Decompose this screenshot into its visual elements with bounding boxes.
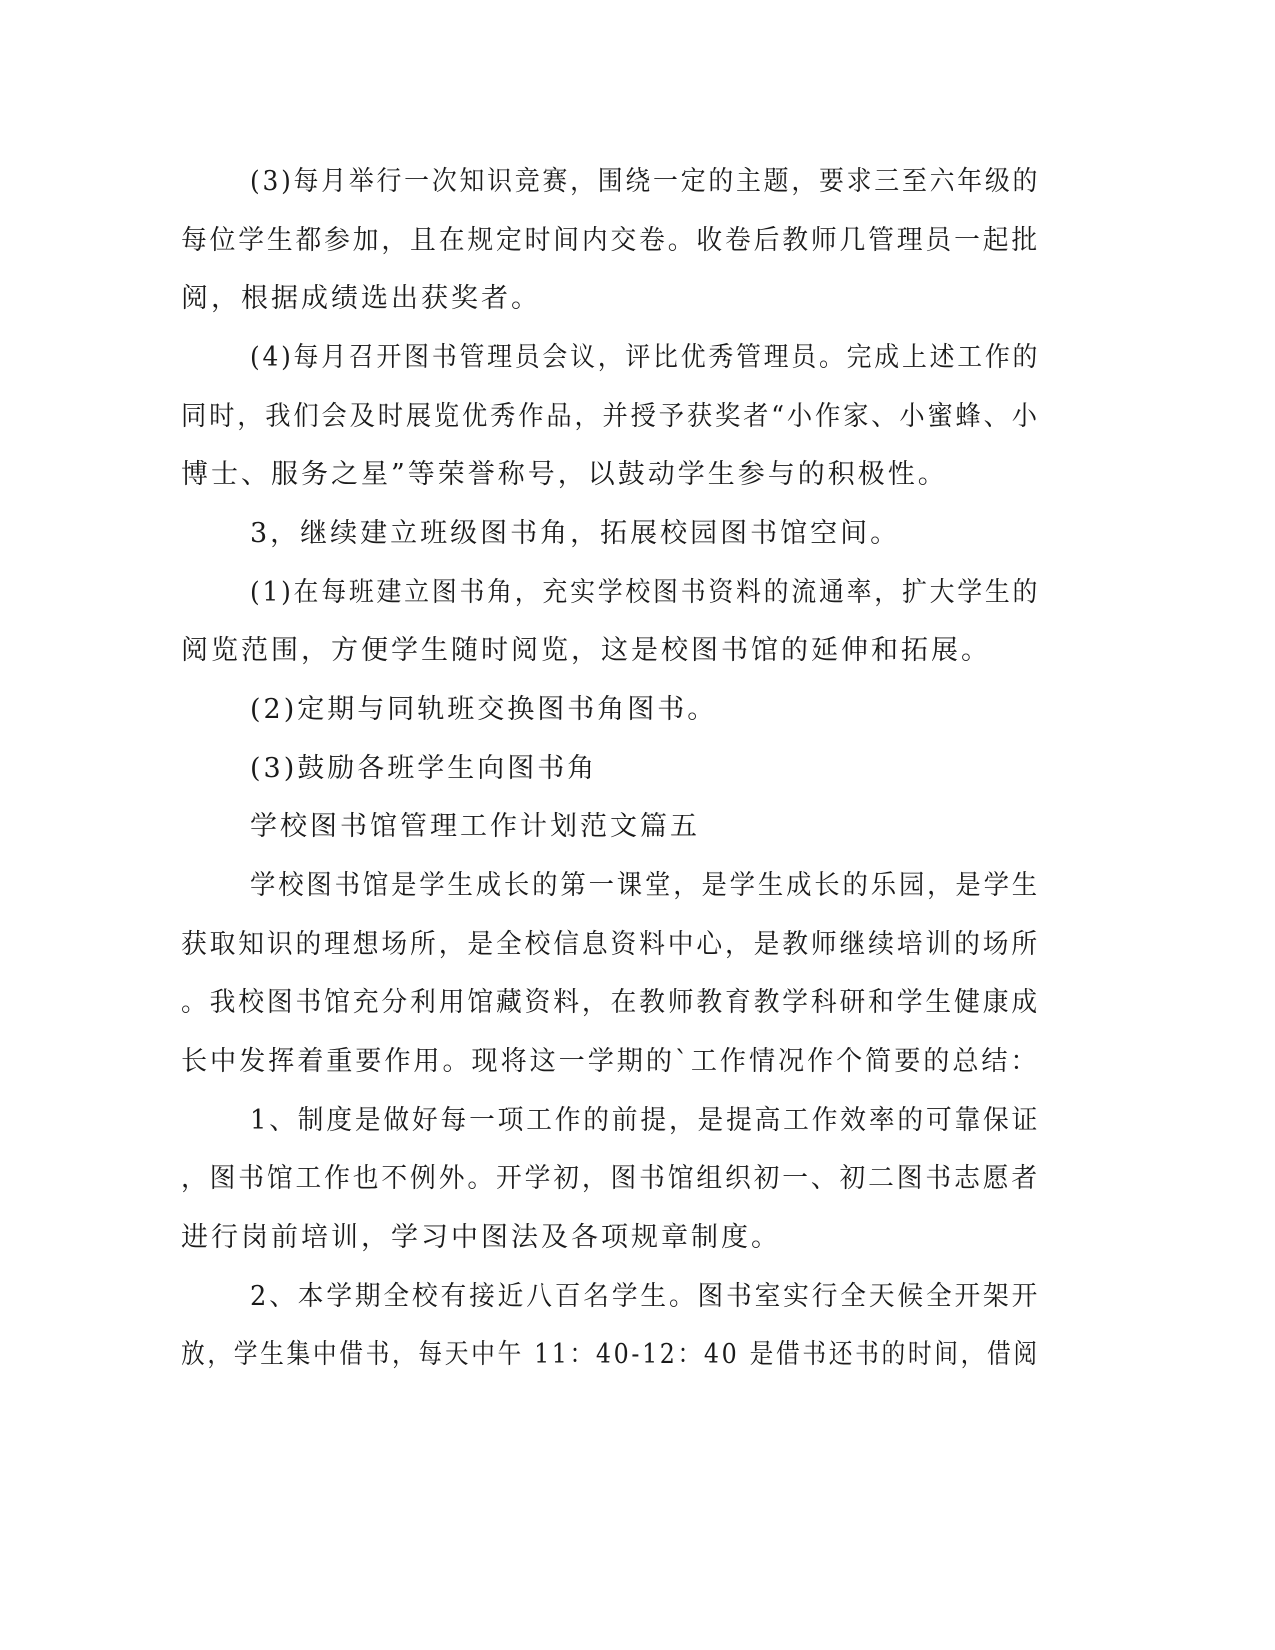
article-title: 学校图书馆管理工作计划范文篇五 (250, 811, 700, 842)
text-line: 。我校图书馆充分利用馆藏资料，在教师教育教学科研和学生健康成 (181, 987, 1040, 1018)
text-line: (3)鼓励各班学生向图书角 (250, 753, 598, 784)
text-line: 每位学生都参加，且在规定时间内交卷。收卷后教师几管理员一起批 (181, 225, 1040, 256)
text-line: 同时，我们会及时展览优秀作品，并授予获奖者“小作家、小蜜蜂、小 (181, 401, 1040, 432)
text-line: 2、本学期全校有接近八百名学生。图书室实行全天候全开架开 (250, 1281, 1041, 1312)
text-line: 1、制度是做好每一项工作的前提，是提高工作效率的可靠保证 (250, 1105, 1041, 1136)
text-line: 进行岗前培训，学习中图法及各项规章制度。 (181, 1222, 781, 1253)
text-line: (2)定期与同轨班交换图书角图书。 (250, 694, 718, 725)
text-line: 博士、服务之星”等荣誉称号，以鼓动学生参与的积极性。 (181, 459, 948, 490)
text-line: (3)每月举行一次知识竞赛，围绕一定的主题，要求三至六年级的 (250, 166, 1041, 197)
text-line: ，图书馆工作也不例外。开学初，图书馆组织初一、初二图书志愿者 (181, 1163, 1040, 1194)
text-line: 放，学生集中借书，每天中午 11：40-12：40 是借书还书的时间，借阅 (181, 1339, 1040, 1370)
section-heading: 3，继续建立班级图书角，拓展校园图书馆空间。 (250, 518, 901, 549)
text-line: 长中发挥着重要作用。现将这一学期的`工作情况作个简要的总结： (181, 1046, 1040, 1077)
text-line: 阅，根据成绩选出获奖者。 (181, 283, 541, 314)
text-line: 获取知识的理想场所，是全校信息资料中心，是教师继续培训的场所 (181, 929, 1040, 960)
text-line: 阅览范围，方便学生随时阅览，这是校图书馆的延伸和拓展。 (181, 635, 991, 666)
text-line: (4)每月召开图书管理员会议，评比优秀管理员。完成上述工作的 (250, 342, 1041, 373)
text-line: (1)在每班建立图书角，充实学校图书资料的流通率，扩大学生的 (250, 577, 1041, 608)
text-line: 学校图书馆是学生成长的第一课堂，是学生成长的乐园，是学生 (250, 870, 1041, 901)
